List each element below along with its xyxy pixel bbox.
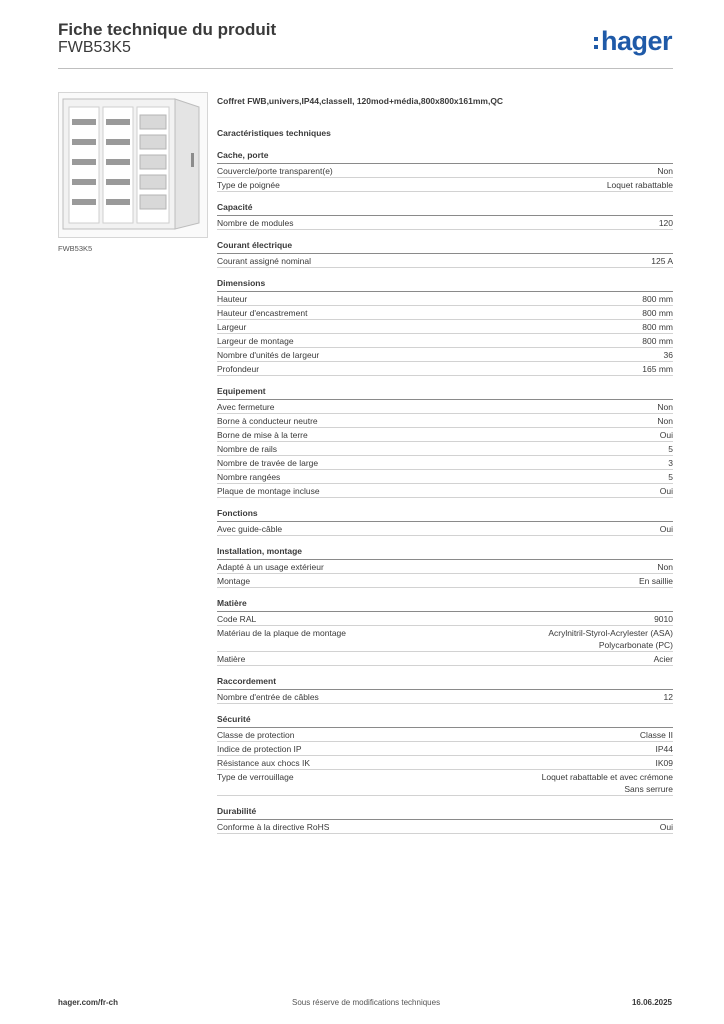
section-title: Raccordement (217, 676, 673, 690)
footer-website: hager.com/fr-ch (58, 998, 119, 1007)
spec-value: 5 (668, 444, 673, 454)
spec-label: Largeur de montage (217, 336, 294, 346)
spec-value: 800 mm (642, 294, 673, 304)
section-title: Sécurité (217, 714, 673, 728)
spec-section (217, 546, 673, 588)
footer-disclaimer: Sous réserve de modifications techniques (292, 998, 441, 1007)
product-description: Coffret FWB,univers,IP44,classeII, 120mod+média,800x800x161mm,QC (217, 96, 504, 106)
spec-label: Type de verrouillage (217, 772, 294, 782)
spec-value: Oui (659, 822, 673, 832)
section-title: Capacité (217, 202, 673, 216)
spec-label: Matière (217, 654, 246, 664)
hager-logo (594, 26, 672, 57)
spec-label: Borne de mise à la terre (217, 430, 308, 440)
spec-label: Nombre de travée de large (217, 458, 319, 468)
section-title: Courant électrique (217, 240, 673, 254)
spec-section (217, 150, 673, 192)
spec-section (217, 240, 673, 268)
section-title: Dimensions (217, 278, 673, 292)
spec-value: Classe II (639, 730, 673, 740)
spec-label: Montage (217, 576, 251, 586)
section-title: Fonctions (217, 508, 673, 522)
spec-label: Borne à conducteur neutre (217, 416, 318, 426)
spec-value: 36 (663, 350, 673, 360)
technical-sheet (217, 96, 673, 834)
header-divider (58, 68, 673, 69)
product-image-caption: FWB53K5 (58, 244, 93, 253)
logo-colon-icon (594, 36, 598, 50)
spec-label: Nombre d'entrée de câbles (217, 692, 319, 702)
section-title: Matière (217, 598, 673, 612)
spec-value: En saillie (638, 576, 673, 586)
spec-label: Classe de protection (217, 730, 295, 740)
spec-value: 12 (663, 692, 673, 702)
spec-row (217, 612, 673, 626)
spec-label: Matériau de la plaque de montage (217, 628, 347, 638)
spec-section (217, 278, 673, 376)
spec-label: Nombre de modules (217, 218, 294, 228)
page-title: Fiche technique du produit (58, 20, 277, 39)
spec-label: Couvercle/porte transparent(e) (217, 166, 333, 176)
spec-label: Code RAL (217, 614, 257, 624)
spec-value: Loquet rabattable (606, 180, 673, 190)
spec-value: Non (657, 416, 673, 426)
spec-row (217, 484, 673, 498)
spec-row (217, 742, 673, 756)
spec-value: 125 A (651, 256, 673, 266)
spec-row (217, 560, 673, 574)
product-reference: FWB53K5 (58, 39, 131, 56)
spec-value: Acier (653, 654, 673, 664)
spec-value: IP44 (655, 744, 673, 754)
spec-row (217, 626, 673, 652)
spec-label: Résistance aux chocs IK (217, 758, 311, 768)
spec-label: Avec fermeture (217, 402, 275, 412)
spec-value: Oui (659, 486, 673, 496)
spec-value: IK09 (655, 758, 673, 768)
spec-section (217, 508, 673, 536)
spec-section (217, 806, 673, 834)
spec-section (217, 676, 673, 704)
spec-label: Nombre rangées (217, 472, 281, 482)
spec-label: Largeur (217, 322, 247, 332)
spec-label: Hauteur d'encastrement (217, 308, 308, 318)
spec-value: Acrylnitril-Styrol-Acrylester (ASA) Polycarbonate (PC) (548, 628, 673, 650)
spec-section (217, 202, 673, 230)
spec-value: Oui (659, 524, 673, 534)
spec-label: Hauteur (217, 294, 248, 304)
spec-row (217, 690, 673, 704)
spec-row (217, 216, 673, 230)
spec-section (217, 714, 673, 796)
spec-row (217, 522, 673, 536)
spec-row (217, 652, 673, 666)
spec-row (217, 334, 673, 348)
spec-row (217, 728, 673, 742)
distribution-cabinet-icon (59, 93, 207, 237)
spec-label: Nombre d'unités de largeur (217, 350, 320, 360)
spec-label: Adapté à un usage extérieur (217, 562, 324, 572)
spec-row (217, 292, 673, 306)
spec-value: 3 (668, 458, 673, 468)
spec-value: 800 mm (642, 322, 673, 332)
spec-value: 5 (668, 472, 673, 482)
spec-row (217, 254, 673, 268)
spec-row (217, 428, 673, 442)
spec-value: 9010 (654, 614, 673, 624)
spec-label: Plaque de montage incluse (217, 486, 320, 496)
spec-value: 165 mm (642, 364, 673, 374)
spec-value: Non (657, 402, 673, 412)
spec-row (217, 756, 673, 770)
spec-section (217, 386, 673, 498)
spec-label: Nombre de rails (217, 444, 277, 454)
spec-row (217, 306, 673, 320)
characteristics-heading: Caractéristiques techniques (217, 128, 331, 138)
spec-label: Avec guide-câble (217, 524, 283, 534)
characteristics-sections (217, 150, 673, 834)
spec-row (217, 178, 673, 192)
spec-row (217, 456, 673, 470)
spec-label: Conforme à la directive RoHS (217, 822, 330, 832)
spec-value: Non (657, 166, 673, 176)
spec-row (217, 442, 673, 456)
product-image (58, 92, 208, 238)
spec-row (217, 574, 673, 588)
spec-row (217, 400, 673, 414)
section-title: Cache, porte (217, 150, 673, 164)
section-title: Durabilité (217, 806, 673, 820)
spec-value: 120 (658, 218, 673, 228)
spec-row (217, 414, 673, 428)
spec-row (217, 320, 673, 334)
spec-label: Indice de protection IP (217, 744, 302, 754)
spec-row (217, 348, 673, 362)
section-title: Installation, montage (217, 546, 673, 560)
spec-row (217, 770, 673, 796)
spec-value: 800 mm (642, 336, 673, 346)
section-title: Equipement (217, 386, 673, 400)
footer-date: 16.06.2025 (631, 998, 672, 1007)
spec-label: Courant assigné nominal (217, 256, 312, 266)
spec-section (217, 598, 673, 666)
spec-row (217, 164, 673, 178)
spec-row (217, 470, 673, 484)
spec-row (217, 362, 673, 376)
spec-value: Loquet rabattable et avec crémone Sans serrure (541, 772, 673, 794)
logo-text: hager (600, 26, 672, 56)
spec-label: Profondeur (217, 364, 260, 374)
spec-row (217, 820, 673, 834)
spec-value: Oui (659, 430, 673, 440)
spec-value: 800 mm (642, 308, 673, 318)
spec-value: Non (657, 562, 673, 572)
spec-label: Type de poignée (217, 180, 280, 190)
